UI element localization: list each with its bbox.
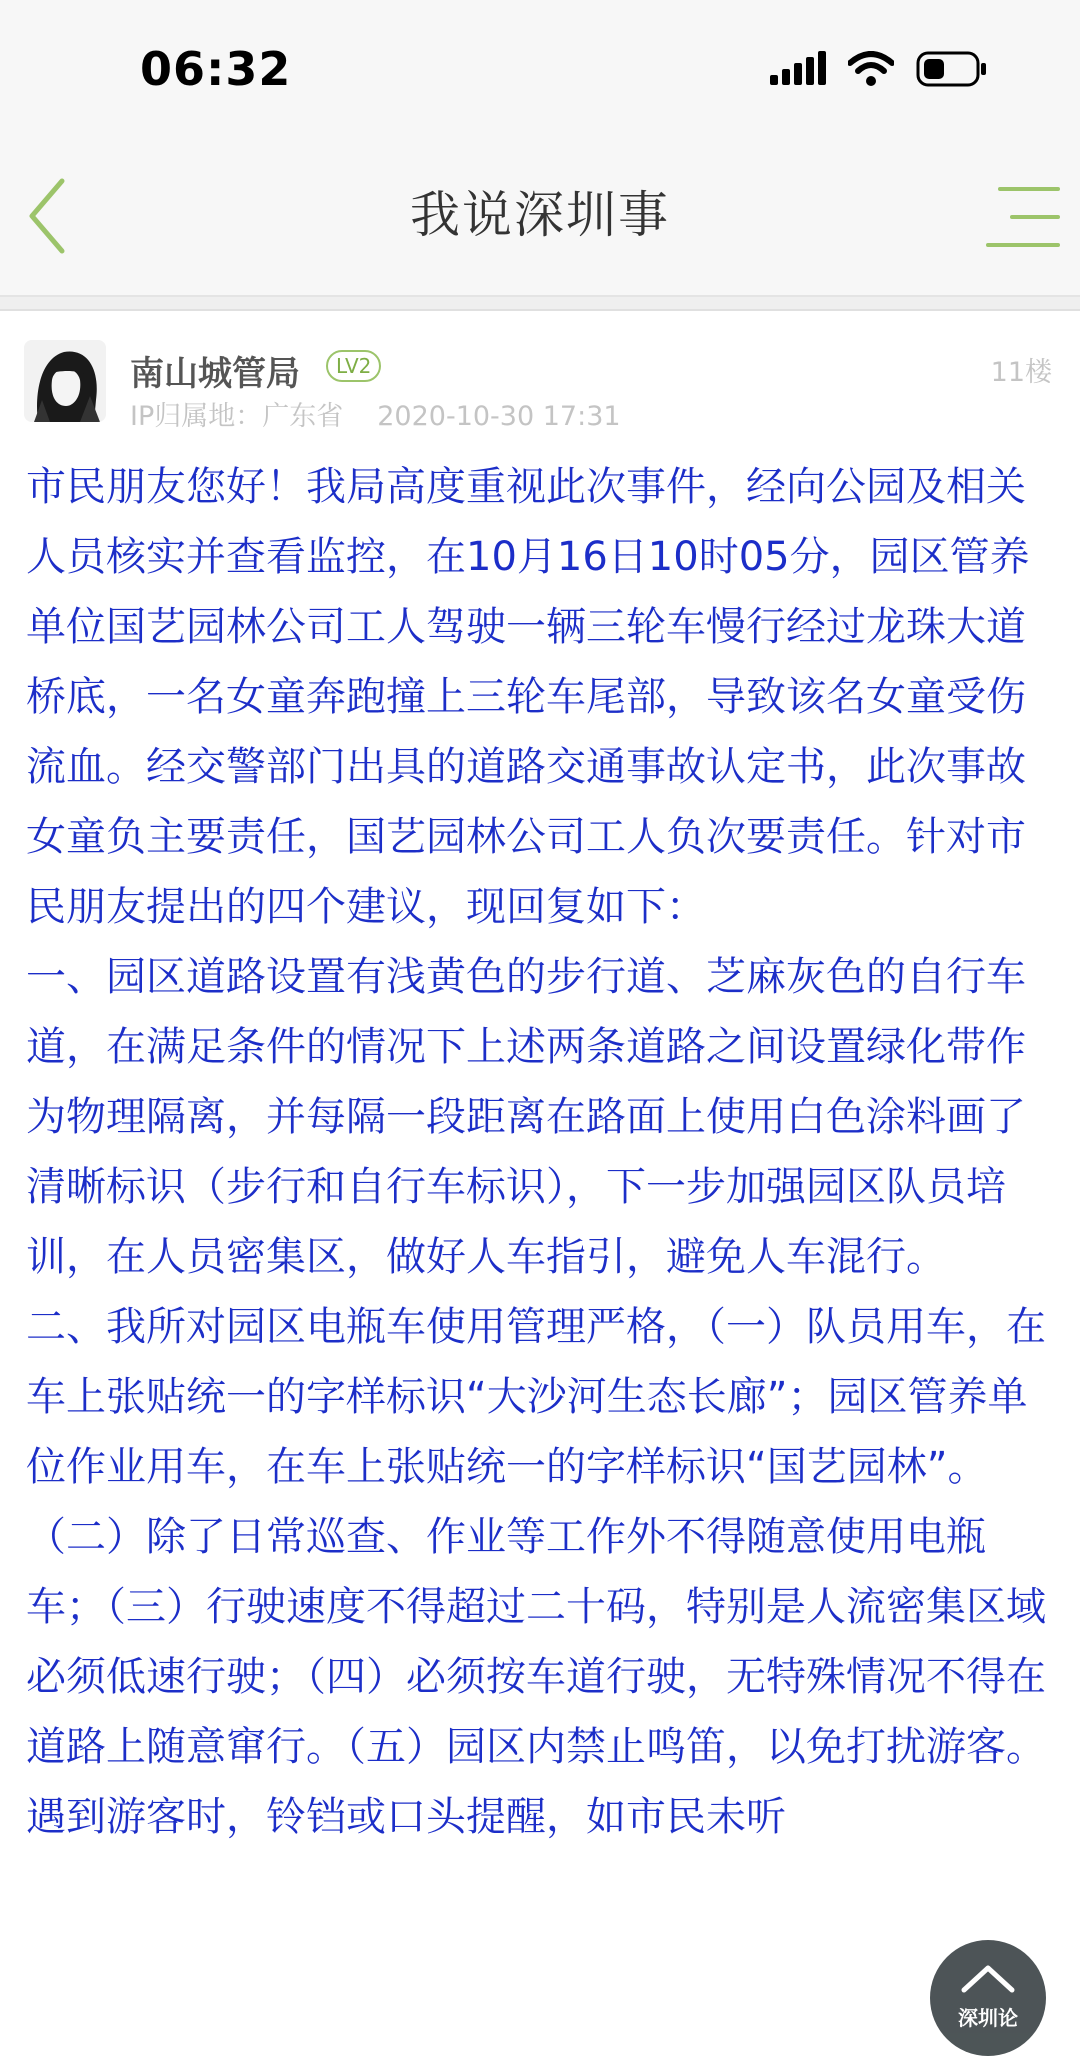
battery-icon [916, 50, 988, 88]
avatar-image [24, 340, 106, 422]
wifi-icon [848, 51, 894, 87]
post-header [0, 320, 1080, 430]
floor-number: 11楼 [990, 357, 1052, 388]
avatar[interactable] [24, 340, 106, 422]
signal-icon [770, 51, 826, 87]
ip-location: IP归属地：广东省 [130, 401, 344, 432]
post-meta [130, 394, 621, 433]
status-icons [770, 50, 988, 88]
menu-icon[interactable] [982, 175, 1062, 255]
page-title: 我说深圳事 [410, 186, 670, 244]
content-paragraph: 市民朋友您好！我局高度重视此次事件，经向公园及相关人员核实并查看监控，在10月16日10时05分，园区管养单位国艺园林公司工人驾驶一辆三轮车慢行经过龙珠大道桥底，一名女童奔跑撞上三轮车尾部，导致该名女童受伤流血。经交警部门出具的道路交通事故认定书，此次事故女童负主要责任，国艺园林公司工人负次要责任。针对市民朋友提出的四个建议，现回复如下： [26, 464, 1030, 930]
post-datetime: 2020-10-30 17:31 [377, 401, 621, 432]
divider [0, 297, 1080, 311]
level-badge: LV2 [326, 350, 381, 382]
scroll-top-button[interactable] [930, 1940, 1046, 2056]
content-paragraph: 二、我所对园区电瓶车使用管理严格，（一）队员用车，在车上张贴统一的字样标识“大沙河生态长廊”；园区管养单位作业用车，在车上张贴统一的字样标识“国艺园林”。（二）除了日常巡查、作业等工作外不得随意使用电瓶车；（三）行驶速度不得超过二十码，特别是人流密集区域必须低速行驶；（四）必须按车道行驶，无特殊情况不得在道路上随意窜行。（五）园区内禁止鸣笛，以免打扰游客。遇到游客时，铃铛或口头提醒，如市民未听 [26, 1304, 1046, 1840]
chevron-up-icon [930, 1948, 1046, 2008]
post-content [26, 452, 1060, 1852]
author-name[interactable]: 南山城管局 [130, 354, 300, 394]
status-time: 06:32 [140, 42, 292, 96]
nav-bar [0, 145, 1080, 297]
fab-label: 深圳论 [958, 2006, 1018, 2030]
status-bar [0, 0, 1080, 145]
content-paragraph: 一、园区道路设置有浅黄色的步行道、芝麻灰色的自行车道，在满足条件的情况下上述两条道路之间设置绿化带作为物理隔离，并每隔一段距离在路面上使用白色涂料画了清晰标识（步行和自行车标识），下一步加强园区队员培训，在人员密集区，做好人车指引，避免人车混行。 [26, 954, 1026, 1280]
